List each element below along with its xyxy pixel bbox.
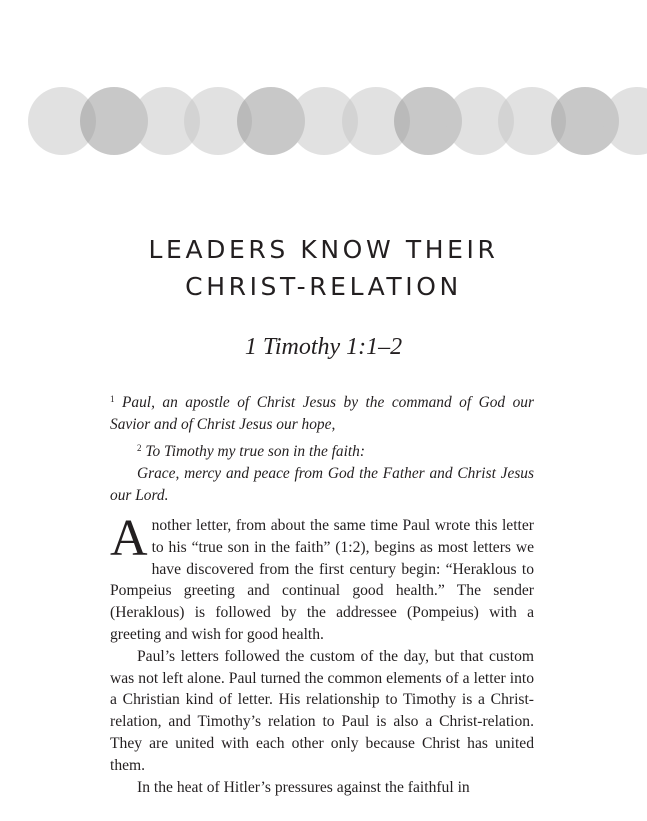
chapter-title-line2: CHRIST-RELATION (185, 272, 462, 301)
body-paragraph: Paul’s letters followed the custom of the day, but that custom was not left alone. Paul turned the common elements of a letter into a Christian kind of letter. His relationship to Timothy is a Christ-relation, and Timothy’s relation to Paul is also a Christ-relation. They are united with each other only because Christ has united them. (110, 647, 534, 774)
decorative-circle-band (0, 0, 647, 200)
paragraph-text: nother letter, from about the same time Paul wrote this letter to his “true son in the faith” (1:2), begins as most letters we have discovered from the first century begin: “Heraklous to Pompeius greeting and continual good health.” The sender (Heraklous) is followed by the addressee (Pompeius) with a greeting and wish for good health. (110, 517, 534, 643)
verse-text: To Timothy my true son in the faith: (145, 442, 365, 460)
chapter-title (0, 231, 647, 305)
body-paragraph (110, 510, 534, 646)
body-paragraph: In the heat of Hitler’s pressures against the faithful in (137, 778, 470, 796)
chapter-body (110, 510, 534, 798)
verse-number: 2 (137, 442, 142, 453)
scripture-passage (110, 388, 534, 507)
drop-cap: A (110, 510, 148, 567)
verse-text: Paul, an apostle of Christ Jesus by the command of God our Savior and of Christ Jesus our hope, (110, 394, 534, 434)
verse-2-continuation: Grace, mercy and peace from God the Father and Christ Jesus our Lord. (110, 464, 534, 505)
scripture-reference: 1 Timothy 1:1–2 (244, 334, 403, 360)
verse-1 (110, 388, 534, 437)
verse-2 (110, 437, 534, 463)
chapter-title-line1: LEADERS KNOW THEIR (148, 235, 499, 264)
verse-number: 1 (110, 394, 115, 404)
